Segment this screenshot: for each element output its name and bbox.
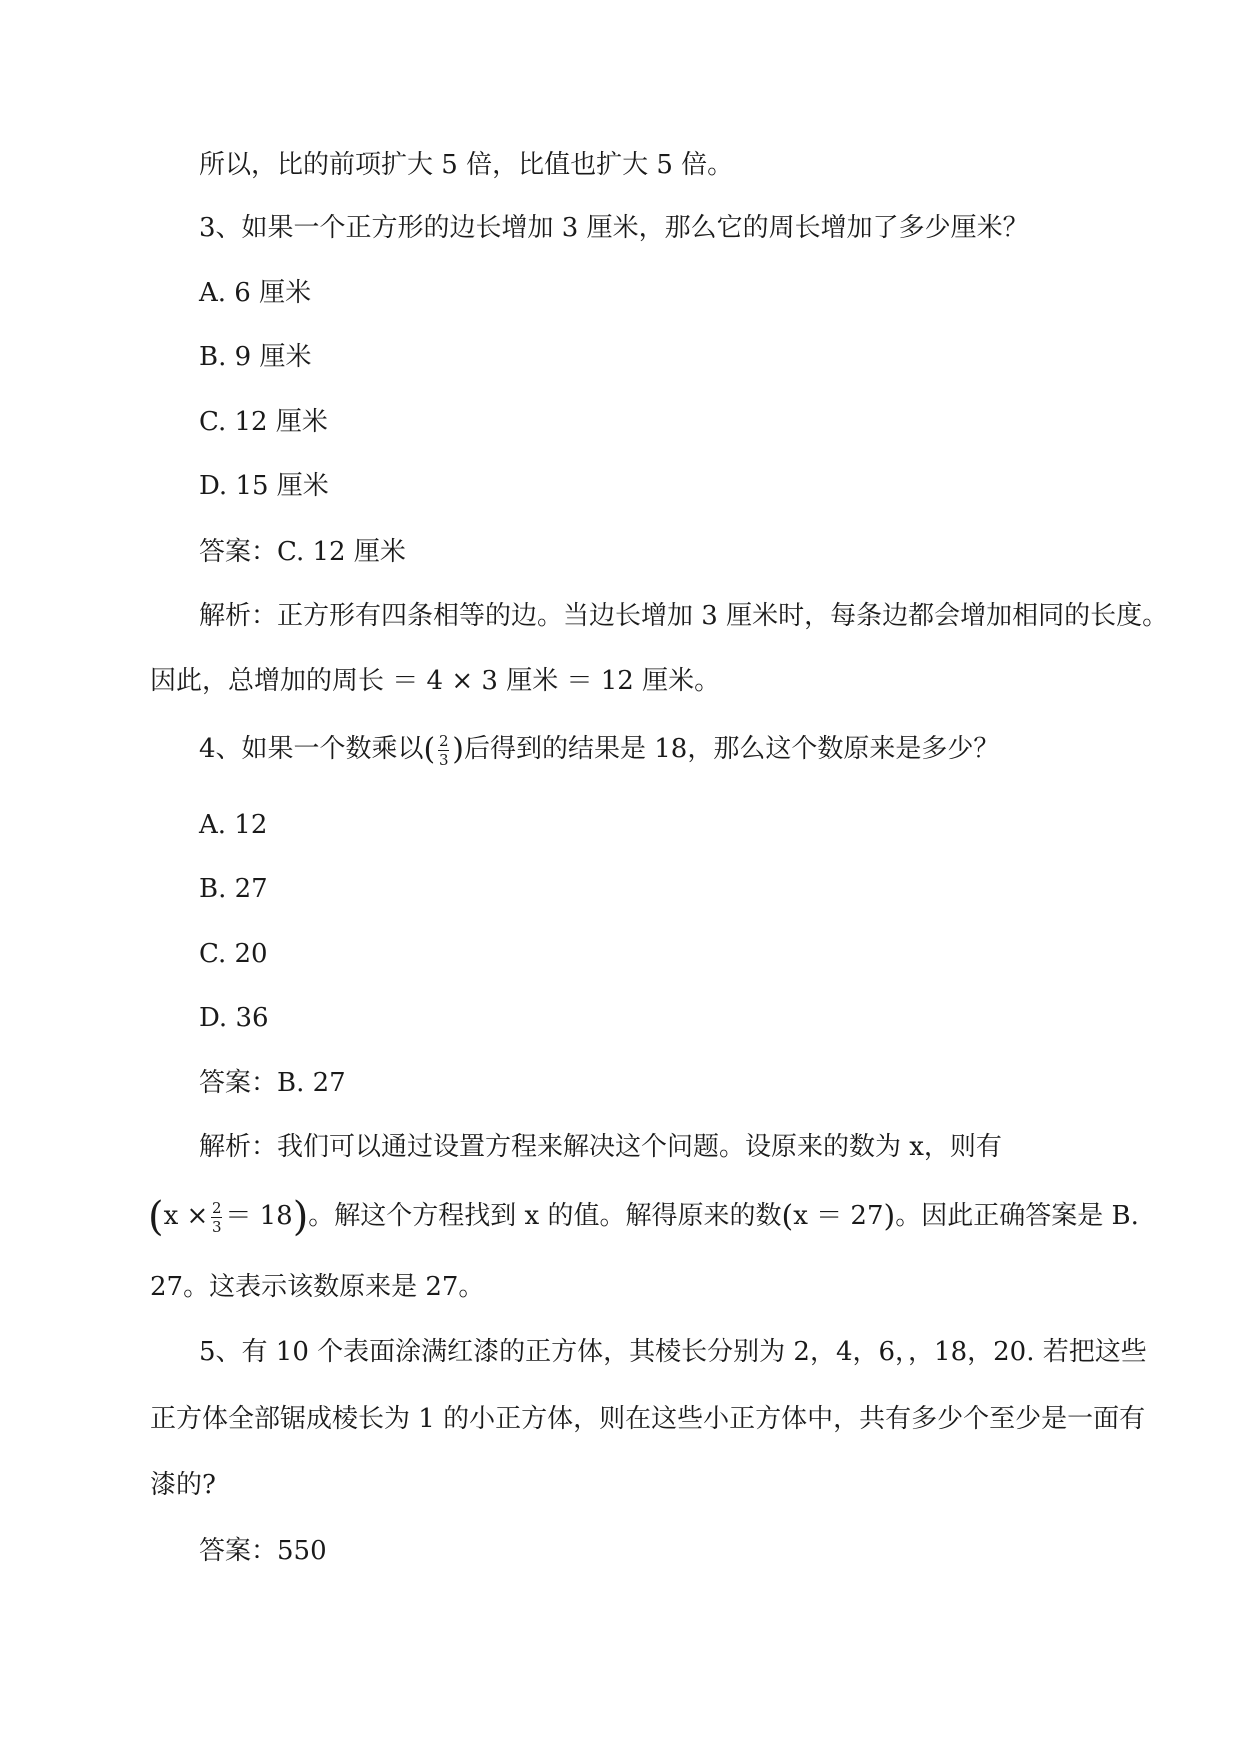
answer: 答案：B. 27	[199, 1068, 346, 1098]
question-4: 4、如果一个数乘以( $\frac{2}{3}$ )后得到的结果是 18，那么这个数原来是多少？	[199, 731, 1000, 769]
option-c: C. 20	[199, 939, 268, 969]
equation: x ×	[163, 1201, 209, 1231]
answer: 答案：C. 12 厘米	[199, 537, 406, 567]
question-5: 5、有 10 个表面涂满红漆的正方体，其棱长分别为 2，4，6，，18，20. 若把这些	[199, 1337, 1147, 1367]
question-5: 漆的?	[150, 1470, 216, 1500]
option-b: B. 9 厘米	[199, 342, 312, 372]
text-line: 所以，比的前项扩大 5 倍，比值也扩大 5 倍。	[199, 150, 734, 180]
option-d: D. 36	[199, 1003, 269, 1033]
question-text: 4、如果一个数乘以	[199, 734, 424, 764]
option-c: C. 12 厘米	[199, 407, 328, 437]
explanation: 解析：正方形有四条相等的边。当边长增加 3 厘米时，每条边都会增加相同的长度。	[199, 601, 1169, 631]
explanation: 27。这表示该数原来是 27。	[150, 1272, 485, 1302]
equation: ＝ 18	[225, 1201, 293, 1231]
answer: 答案：550	[199, 1536, 327, 1566]
fraction: $\frac{2}{3}$	[212, 1198, 222, 1236]
explanation-text: 。因此正确答案是 B.	[895, 1201, 1139, 1231]
explanation: 因此，总增加的周长 ＝ 4 × 3 厘米 ＝ 12 厘米。	[150, 666, 721, 696]
explanation-text: 。解这个方程找到 x 的值。解得原来的数	[308, 1201, 782, 1231]
question-5: 正方体全部锯成棱长为 1 的小正方体，则在这些小正方体中，共有多少个至少是一面有	[150, 1404, 1146, 1434]
option-d: D. 15 厘米	[199, 471, 329, 501]
equation-line: (x × $\frac{2}{3}$ ＝ 18)。解这个方程找到 x 的值。解得原来的数(x ＝ 27)。因此正确答案是 B.	[148, 1194, 1139, 1240]
question-3: 3、如果一个正方形的边长增加 3 厘米，那么它的周长增加了多少厘米？	[199, 213, 1029, 243]
question-text: 后得到的结果是 18，那么这个数原来是多少？	[463, 734, 1000, 764]
option-b: B. 27	[199, 874, 268, 904]
fraction: $\frac{2}{3}$	[438, 731, 449, 769]
equation: x ＝ 27	[793, 1201, 884, 1231]
option-a: A. 6 厘米	[199, 278, 312, 308]
explanation: 解析：我们可以通过设置方程来解决这个问题。设原来的数为 x，则有	[199, 1132, 1002, 1162]
option-a: A. 12	[199, 810, 268, 840]
